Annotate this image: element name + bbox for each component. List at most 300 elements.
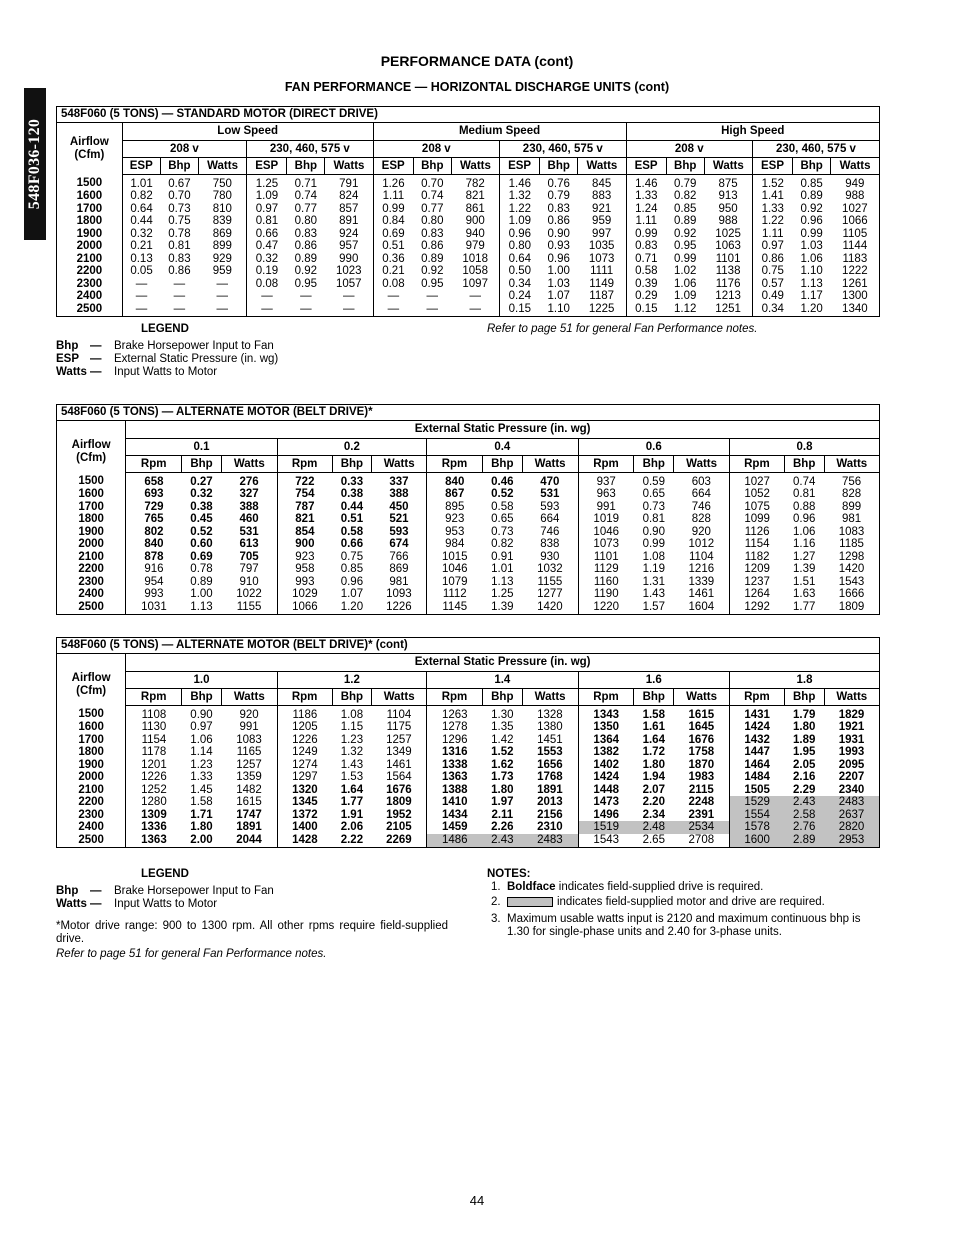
table-row [57, 576, 879, 589]
legend-abbr: Bhp [56, 340, 79, 352]
table-cell: 1.30 [491, 708, 514, 721]
table-cell: 921 [592, 202, 612, 215]
table-cell: 0.80 [294, 215, 318, 227]
airflow-cell: 2000 [76, 240, 103, 252]
table-cell: 1.46 [626, 174, 666, 190]
table-cell: 1.25 [247, 174, 287, 190]
table-cell: 1.52 [491, 746, 514, 758]
voltage-header: 208 v [122, 140, 246, 157]
esp-header: External Static Pressure (in. wg) [126, 421, 879, 438]
table-cell: 0.71 [294, 177, 318, 190]
table-cell: 2.06 [340, 821, 364, 833]
table-cell: 1461 [386, 758, 412, 771]
table-cell: 1983 [688, 771, 715, 783]
table-cell: 1431 [730, 705, 785, 721]
table-cell: 2.22 [340, 833, 364, 846]
table-cell: 1209 [730, 563, 785, 576]
table-cell: 981 [841, 513, 862, 525]
table-cell: 1424 [730, 721, 785, 734]
table-cell: 0.96 [340, 575, 364, 588]
table-cell: 0.24 [500, 290, 540, 303]
table-cell: 0.71 [626, 253, 666, 266]
table-cell: 1.51 [792, 575, 816, 588]
table-row [57, 784, 879, 797]
legend-abbr: ESP [56, 353, 80, 365]
table-cell: 1.11 [626, 215, 666, 228]
table-cell: 521 [389, 513, 409, 525]
table-cell: 1451 [537, 733, 563, 746]
note-3: 3. Maximum usable watts input is 2120 and maximum continuous bhp is 1.30 for single-phase units and 2.40 for 3-phase units. [491, 913, 881, 939]
table-cell: 0.73 [491, 525, 514, 538]
table-cell: 0.19 [247, 265, 287, 278]
table-cell: 821 [277, 513, 332, 526]
column-header: Watts [578, 157, 626, 174]
table-cell: 1075 [730, 501, 785, 514]
pressure-header: 1.0 [126, 671, 277, 688]
table-cell: 0.96 [547, 252, 570, 265]
table-cell: — [426, 302, 439, 315]
note-2: 2. indicates field-supplied motor and drive are required. [491, 896, 825, 908]
table-cell: 2483 [522, 834, 578, 848]
table-cell: — [216, 302, 229, 315]
table-cell: 0.05 [122, 265, 160, 278]
table-cell: 0.82 [122, 190, 160, 203]
table-cell: 1.72 [642, 746, 665, 758]
table-cell: 0.70 [421, 177, 444, 190]
table-cell: 0.79 [547, 190, 570, 202]
table-cell: 1.62 [491, 758, 514, 771]
airflow-cell: 2200 [78, 563, 104, 575]
column-header: Bhp [634, 688, 674, 705]
table-cell: 337 [389, 475, 409, 488]
table-cell: 1993 [838, 746, 865, 758]
table-cell: 0.27 [190, 475, 213, 488]
table-cell: 1.13 [190, 600, 213, 613]
table-cell: 1058 [462, 265, 488, 277]
table-cell: 1316 [427, 746, 483, 759]
table-cell: 1.41 [752, 190, 792, 203]
table-cell: 0.92 [421, 265, 444, 277]
table-row [57, 303, 879, 317]
table-cell: 2013 [537, 796, 563, 808]
table-cell: 0.83 [421, 227, 444, 240]
table-cell: 0.97 [752, 240, 792, 253]
table-cell: 1.73 [491, 771, 514, 783]
table-cell: 1.19 [642, 563, 665, 575]
pressure-header: 0.8 [730, 438, 879, 455]
column-header: Bhp [160, 157, 198, 174]
table-cell: 1.16 [792, 538, 816, 550]
table-cell: 981 [389, 575, 409, 588]
legend-text: External Static Pressure (in. wg) [114, 353, 279, 365]
table-cell: 1257 [236, 758, 262, 771]
airflow-cell: 2000 [78, 538, 104, 550]
table-cell: 1372 [277, 809, 332, 822]
table-cell: 824 [339, 190, 359, 202]
table-cell: 0.79 [674, 177, 697, 190]
table-cell: 869 [389, 563, 409, 575]
table-cell: 1015 [427, 551, 483, 564]
table-cell: 1222 [842, 265, 868, 277]
table-cell: 1205 [277, 721, 332, 734]
table-cell: 2637 [824, 809, 879, 822]
airflow-header-line: Airflow [69, 135, 109, 148]
column-header: Rpm [277, 688, 332, 705]
column-header: Rpm [277, 455, 332, 472]
page-title: PERFORMANCE DATA (cont) [380, 53, 574, 69]
table-cell: 924 [339, 227, 359, 240]
table-cell: 1111 [590, 265, 614, 277]
table-cell: 1.02 [674, 265, 697, 277]
table-row [57, 734, 879, 747]
notes-title: NOTES: [487, 868, 531, 880]
airflow-cell: 2100 [78, 550, 104, 563]
legend-dash: — [90, 366, 102, 378]
table-cell: 1600 [730, 834, 785, 848]
table-cell: 0.36 [373, 253, 413, 266]
table-row [57, 203, 879, 216]
table-cell: 2.16 [792, 771, 816, 783]
pressure-header-row [57, 438, 879, 455]
table-cell: 1350 [578, 721, 634, 734]
table-cell: 2708 [688, 833, 715, 846]
airflow-header-line: Airflow [71, 438, 111, 451]
table-cell: 722 [277, 472, 332, 488]
airflow-header-unit: (Cfm) [76, 684, 107, 697]
table-row [57, 215, 879, 228]
table-cell: 1402 [578, 759, 634, 772]
airflow-cell: 1700 [78, 500, 104, 513]
table-cell: 993 [277, 576, 332, 589]
airflow-cell: 2400 [78, 588, 104, 600]
table-row [57, 834, 879, 848]
table-cell: 2483 [824, 796, 879, 809]
note-2-text: indicates field-supplied motor and drive are required. [556, 896, 825, 908]
table-cell: 1.80 [792, 721, 816, 733]
table-cell: 1274 [277, 759, 332, 772]
legend-row [56, 898, 274, 911]
table-cell: 958 [277, 563, 332, 576]
table-cell: 2.65 [642, 833, 665, 846]
table-cell: 1.89 [792, 733, 816, 746]
table-cell: 1027 [730, 472, 785, 488]
airflow-cell: 2500 [78, 833, 104, 846]
table-cell: 276 [239, 475, 259, 488]
table-row [57, 278, 879, 291]
table-cell: — [300, 290, 312, 302]
table-cell: 988 [845, 190, 865, 202]
table-cell: 1891 [537, 783, 563, 796]
table-cell: 388 [239, 500, 259, 513]
table-cell: 1486 [427, 834, 483, 848]
table-cell: 990 [339, 252, 359, 265]
table-cell: 0.39 [626, 278, 666, 291]
table-cell: 327 [239, 488, 259, 500]
legend-title-2: LEGEND [141, 868, 189, 880]
table-cell: 1201 [126, 759, 182, 772]
column-header: Bhp [540, 157, 578, 174]
table-cell: 1952 [386, 808, 412, 821]
table-cell: 1145 [427, 601, 483, 615]
table-row [57, 253, 879, 266]
table-cell: 0.89 [421, 252, 444, 265]
table-cell: 1035 [588, 240, 615, 252]
table-cell: 1.58 [642, 708, 665, 721]
table-cell: 953 [427, 526, 483, 539]
table-cell: 1.14 [190, 746, 213, 758]
table-cell: 920 [691, 525, 711, 538]
table-cell: 1400 [277, 821, 332, 834]
table-cell: 1.71 [190, 808, 213, 821]
column-header-row [57, 455, 879, 472]
column-header: Bhp [793, 157, 831, 174]
column-header: Watts [198, 157, 246, 174]
table-cell: 729 [126, 501, 182, 514]
table-cell: 0.65 [642, 488, 665, 500]
table-cell: 1553 [537, 746, 563, 758]
table-cell: 603 [691, 475, 711, 488]
table-cell: 1186 [277, 705, 332, 721]
table-cell: — [122, 290, 160, 303]
table-cell: 1104 [386, 708, 412, 721]
column-header: Watts [674, 688, 730, 705]
table-cell: 754 [277, 488, 332, 501]
table-cell: 756 [841, 475, 862, 488]
table-cell: 1448 [578, 784, 634, 797]
column-header-row [57, 688, 879, 705]
table-cell: 1.26 [373, 174, 413, 190]
table-cell: 993 [126, 588, 182, 601]
side-tab-label: 548F036-120 [26, 118, 43, 210]
table-cell: 2095 [838, 758, 865, 771]
table-cell: 1420 [537, 600, 563, 613]
airflow-cell: 2400 [76, 290, 103, 302]
table-cell: 705 [239, 550, 259, 563]
table-cell: 2044 [236, 833, 262, 846]
table-cell: 1340 [842, 302, 868, 315]
table-cell: 1615 [688, 708, 715, 721]
table-cell: 1339 [688, 575, 715, 588]
airflow-cell: 2300 [78, 808, 104, 821]
table-cell: 531 [239, 525, 259, 538]
column-header: Watts [704, 157, 752, 174]
table-cell: 1101 [578, 551, 634, 564]
table-cell: 674 [389, 538, 409, 550]
table-cell: 1112 [427, 588, 483, 601]
esp-header: External Static Pressure (in. wg) [126, 654, 879, 671]
table-row [57, 809, 879, 822]
airflow-cell: 1600 [76, 190, 103, 202]
table-cell: 0.92 [674, 227, 697, 240]
table-cell: — [373, 303, 413, 317]
ref-note-2: Refer to page 51 for general Fan Performance notes. [56, 948, 327, 960]
table-cell: — [216, 290, 229, 302]
table-cell: 1185 [839, 538, 864, 550]
table-cell: 0.86 [168, 265, 191, 277]
table-cell: 0.80 [500, 240, 540, 253]
table-cell: 1382 [578, 746, 634, 759]
table-cell: 1336 [126, 821, 182, 834]
table-cell: — [173, 290, 186, 302]
table-cell: 1.80 [642, 758, 665, 771]
table-cell: 984 [427, 538, 483, 551]
column-header: Bhp [784, 688, 824, 705]
table-cell: 1.42 [491, 733, 514, 746]
legend-row [56, 353, 278, 366]
table-cell: 1249 [277, 746, 332, 759]
table-cell: 1154 [126, 734, 182, 747]
table-cell: 0.49 [752, 290, 792, 303]
table-cell: 1046 [578, 526, 634, 539]
table-cell: 1.10 [547, 302, 570, 315]
table-cell: 957 [339, 240, 359, 252]
table-cell: 1046 [427, 563, 483, 576]
speed-header: Medium Speed [373, 123, 626, 140]
table-cell: 0.58 [340, 525, 364, 538]
table-cell: 0.38 [190, 500, 213, 513]
table-cell: 0.60 [190, 538, 213, 550]
column-header: Rpm [730, 688, 785, 705]
shaded-swatch [507, 897, 553, 907]
table-cell: 0.81 [792, 488, 816, 500]
column-header: Rpm [730, 455, 785, 472]
table-cell: 2.05 [792, 758, 816, 771]
table-cell: 1297 [277, 771, 332, 784]
table-cell: 0.81 [168, 240, 191, 252]
table-cell: — [216, 277, 229, 290]
table-cell: 1022 [236, 588, 262, 600]
table-cell: 750 [212, 177, 232, 190]
table-cell: 1.97 [491, 796, 514, 808]
table-cell: 0.86 [547, 215, 570, 227]
note-1-text: indicates field-supplied drive is required. [558, 881, 764, 893]
legend-text: Input Watts to Motor [114, 366, 218, 378]
table-cell: 460 [239, 513, 259, 525]
voltage-header: 230, 460, 575 v [752, 140, 879, 157]
table-cell: 1921 [838, 721, 865, 733]
section-title: FAN PERFORMANCE — HORIZONTAL DISCHARGE UNITS (cont) [284, 80, 670, 94]
table-cell: 746 [691, 500, 711, 513]
table-cell: 1496 [578, 809, 634, 822]
table-cell: 840 [427, 472, 483, 488]
pressure-header: 1.6 [578, 671, 729, 688]
table-cell: 0.67 [168, 177, 191, 190]
table-cell: 1.06 [792, 525, 816, 538]
table-cell: 1099 [730, 513, 785, 526]
column-header: ESP [752, 157, 792, 174]
table-row [57, 601, 879, 615]
table-cell: 920 [239, 708, 259, 721]
legend-row [56, 885, 274, 898]
table-cell: 2820 [824, 821, 879, 834]
column-header: Bhp [482, 455, 522, 472]
legend-row [56, 340, 278, 353]
table-cell: 1.22 [500, 203, 540, 216]
standard-motor-table [56, 106, 880, 317]
table-cell: 1529 [730, 796, 785, 809]
table-cell: 899 [212, 240, 232, 252]
legend-dash: — [90, 898, 102, 910]
table-cell: 1829 [838, 708, 865, 721]
table-cell: 1809 [838, 600, 865, 613]
table-cell: 1126 [730, 526, 785, 539]
table-cell: 821 [465, 190, 485, 202]
table-cell: 1097 [462, 277, 488, 290]
airflow-header-line: Airflow [71, 671, 111, 684]
column-header: ESP [247, 157, 287, 174]
column-header: Watts [674, 455, 730, 472]
table-cell: 840 [126, 538, 182, 551]
table-cell: 1380 [537, 721, 563, 733]
table-cell: 0.77 [421, 202, 444, 215]
column-header: Bhp [482, 688, 522, 705]
table-cell: 1343 [578, 705, 634, 721]
table-cell: 0.69 [190, 550, 213, 563]
table-cell: 838 [540, 538, 560, 550]
table-cell: 1.09 [247, 190, 287, 203]
table-cell: 1104 [688, 550, 714, 563]
table-cell: 0.69 [373, 228, 413, 241]
table-cell: 0.82 [491, 538, 514, 550]
table-cell: 470 [540, 475, 560, 488]
voltage-header: 208 v [626, 140, 752, 157]
table-cell: 929 [212, 252, 232, 265]
table-cell: 1300 [842, 290, 868, 302]
airflow-cell: 1900 [78, 758, 104, 771]
table-cell: 693 [126, 488, 182, 501]
airflow-cell: 2100 [76, 252, 103, 265]
table-cell: 1.06 [674, 277, 697, 290]
table-cell: — [173, 302, 186, 315]
esp-header-row [57, 421, 879, 438]
table-cell: 0.83 [547, 202, 570, 215]
speed-header-row [57, 123, 879, 140]
table-cell: — [300, 302, 312, 315]
table-cell: 1543 [578, 834, 634, 848]
column-header: Watts [522, 455, 578, 472]
table-cell: 991 [239, 721, 259, 733]
table-cell: 1809 [386, 796, 412, 808]
table-cell: 1.43 [340, 758, 364, 771]
table-cell: 664 [540, 513, 560, 525]
table-cell: 1.95 [792, 746, 816, 758]
table-cell: 1083 [838, 525, 865, 538]
table-cell: 1447 [730, 746, 785, 759]
table-cell: 1073 [578, 538, 634, 551]
table-cell: 0.83 [626, 240, 666, 253]
airflow-cell: 1500 [78, 708, 104, 721]
table-cell: 0.32 [122, 228, 160, 241]
table-cell: 450 [389, 500, 409, 513]
table-cell: 1931 [838, 733, 865, 746]
voltage-header: 230, 460, 575 v [500, 140, 626, 157]
table-cell: 1029 [277, 588, 332, 601]
table-cell: 1154 [730, 538, 785, 551]
table-cell: 0.78 [190, 563, 213, 575]
table-cell: 1.07 [547, 290, 570, 302]
table-cell: 2115 [688, 783, 714, 796]
table-cell: 593 [389, 525, 409, 538]
table-cell: 2.29 [792, 783, 816, 796]
table-cell: — [343, 290, 355, 302]
esp-header-row [57, 654, 879, 671]
table-cell: 2.43 [482, 834, 522, 848]
table-cell: 1.46 [500, 174, 540, 190]
table-cell: 1768 [537, 771, 563, 783]
table-cell: 791 [339, 177, 359, 190]
table-cell: 1149 [589, 277, 615, 290]
table-cell: 1656 [537, 758, 563, 771]
